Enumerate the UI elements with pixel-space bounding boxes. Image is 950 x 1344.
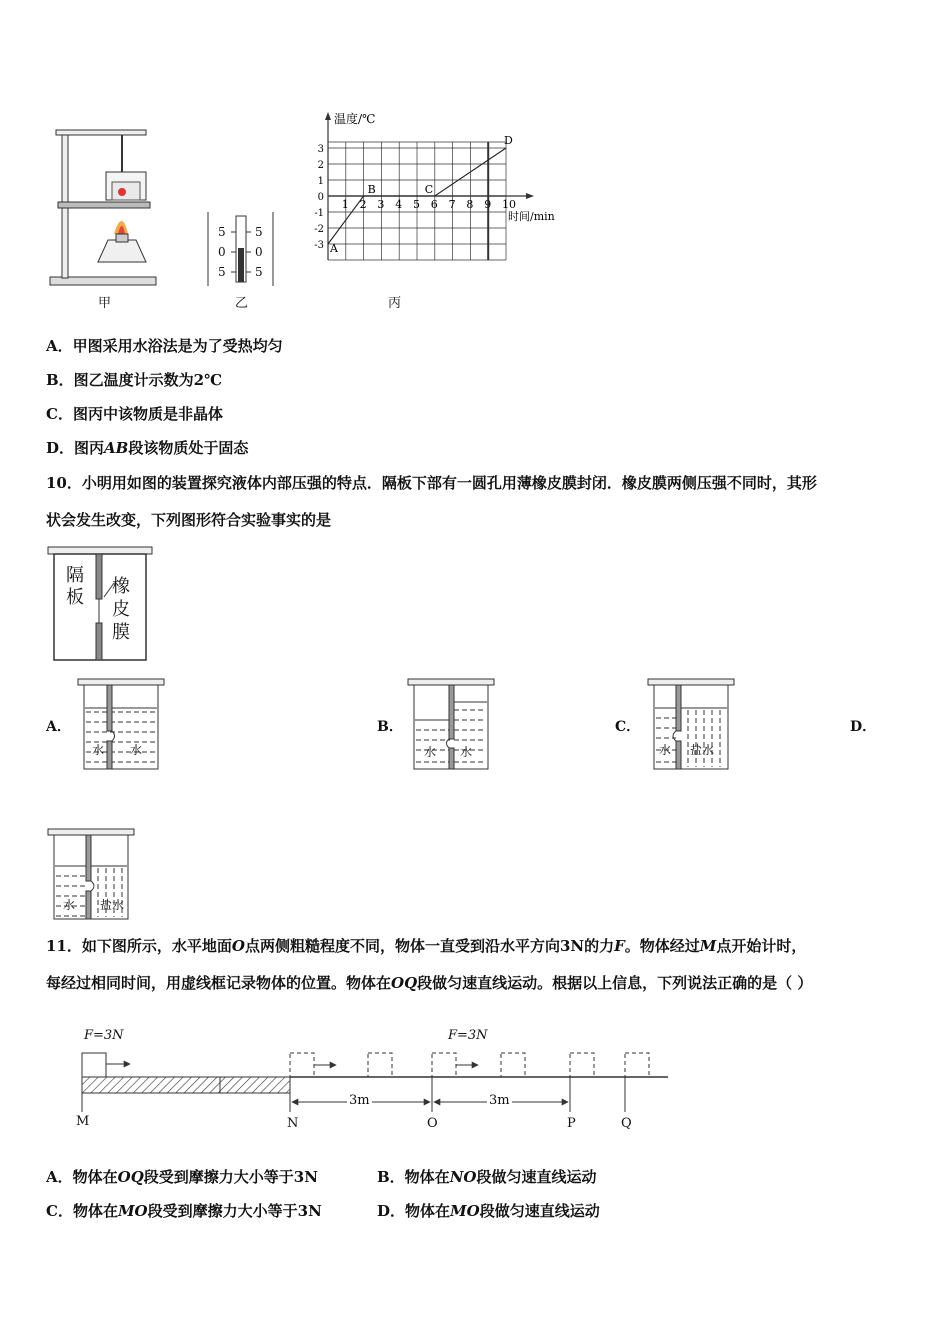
point-label: B	[367, 183, 376, 196]
y-tick-label: 3	[317, 144, 324, 155]
q11-option-a-post: 段受到摩擦力大小等于3N	[143, 1168, 318, 1186]
q9-option-d	[46, 437, 248, 458]
y-tick-label: 0	[317, 192, 324, 203]
q11-line2-oq: OQ	[391, 974, 418, 992]
q11-line1-b: 点两侧粗糙程度不同，物体一直受到沿水平方向3N的力	[244, 937, 615, 955]
q11-option-d-post: 段做匀速直线运动	[479, 1202, 600, 1220]
y-tick-label: -1	[314, 208, 324, 219]
device-label-left-1: 隔	[66, 565, 84, 586]
q11-line2-b: 段做匀速直线运动。根据以上信息，下列说法正确的是（ ）	[417, 974, 813, 992]
y-tick-label: 1	[317, 176, 324, 187]
q11-line1-o: O	[231, 937, 245, 955]
q10-text-line2: 状会发生改变，下列图形符合实验事实的是	[46, 511, 332, 529]
y-tick-label: -3	[314, 240, 324, 251]
q11-text-line1	[46, 935, 806, 956]
q9-option-a: A．甲图采用水浴法是为了受热均匀	[46, 337, 283, 355]
device-label-right-3: 膜	[112, 622, 130, 643]
x-tick-label: 8	[466, 198, 474, 211]
q11-option-d-pre: D．物体在	[377, 1202, 451, 1220]
q11-line1-m: M	[699, 937, 717, 955]
beaker-b-water-right: 水	[460, 745, 473, 759]
x-tick-label: 2	[359, 198, 367, 211]
q11-option-c-pre: C．物体在	[46, 1202, 118, 1220]
pressure-device	[46, 545, 156, 663]
q9-option-d-pre: D．图丙	[46, 439, 105, 457]
point-p: P	[567, 1116, 576, 1131]
temperature-graph	[310, 110, 580, 270]
beaker-a	[76, 678, 166, 773]
thermo-right-tick: 5	[255, 265, 263, 279]
thermo-right-tick: 0	[255, 245, 263, 259]
x-tick-label: 1	[341, 198, 349, 211]
x-tick-label: 4	[395, 198, 403, 211]
point-label: D	[504, 134, 513, 147]
device-label-right	[112, 575, 132, 644]
motion-diagram	[70, 1020, 680, 1145]
q10-text-line1: 10．小明用如图的装置探究液体内部压强的特点．隔板下部有一圆孔用薄橡皮膜封闭．橡皮膜两侧压强不同时，其形	[46, 474, 817, 492]
distance-label-op: 3m	[489, 1093, 510, 1108]
q11-option-c-seg: MO	[117, 1202, 148, 1220]
point-label: C	[424, 183, 434, 196]
force-label-2: F=3N	[448, 1028, 488, 1043]
q10-option-c-label: C．	[615, 719, 641, 735]
device-label-left	[66, 565, 86, 609]
beaker-d-salt-water: 盐水	[100, 898, 125, 912]
q11-option-a-seg: OQ	[117, 1168, 144, 1186]
distance-label-no: 3m	[349, 1093, 370, 1108]
force-label-1: F=3N	[84, 1028, 124, 1043]
q10-option-a-label: A．	[46, 719, 71, 735]
q11-line1-d: 点开始计时，	[716, 937, 807, 955]
device-label-right-2: 皮	[112, 599, 130, 620]
device-label-left-2: 板	[66, 587, 84, 608]
q9-option-b: B．图乙温度计示数为2℃	[46, 371, 223, 389]
thermo-left-tick: 0	[218, 245, 226, 259]
beaker-c	[646, 678, 736, 773]
device-label-right-1: 橡	[112, 576, 130, 597]
beaker-a-water-right: 水	[130, 743, 143, 757]
x-tick-label: 9	[484, 198, 492, 211]
beaker-d-water: 水	[63, 898, 76, 912]
q11-option-b	[377, 1166, 596, 1187]
q9-option-c: C．图丙中该物质是非晶体	[46, 405, 223, 423]
q11-line2-a: 每经过相同时间，用虚线框记录物体的位置。物体在	[46, 974, 392, 992]
x-tick-label: 5	[413, 198, 420, 211]
q11-option-d-seg: MO	[450, 1202, 480, 1220]
q11-option-c-post: 段受到摩擦力大小等于3N	[147, 1202, 322, 1220]
q11-option-b-seg: NO	[449, 1168, 477, 1186]
caption-yi: 乙	[235, 296, 249, 311]
y-tick-label: 2	[317, 160, 324, 171]
thermometer-figure	[205, 210, 277, 290]
beaker-b	[406, 678, 496, 773]
x-axis-arrow	[526, 193, 534, 199]
q11-line1-a: 11．如下图所示，水平地面	[46, 937, 232, 955]
point-n: N	[287, 1116, 299, 1131]
q9-option-d-segment: AB	[104, 439, 129, 457]
y-axis-arrow	[325, 112, 331, 120]
beaker-b-water-left: 水	[424, 745, 437, 759]
q10-option-b-label: B．	[377, 719, 403, 735]
q9-option-d-post: 段该物质处于固态	[128, 439, 249, 457]
beaker-a-water-left: 水	[92, 743, 105, 757]
apparatus-figure	[48, 122, 160, 290]
point-q: Q	[621, 1116, 632, 1131]
x-tick-label: 6	[430, 198, 438, 211]
q11-text-line2	[46, 972, 812, 993]
caption-jia: 甲	[98, 296, 112, 311]
beaker-c-water: 水	[659, 743, 672, 757]
q10-option-d-label: D．	[850, 719, 877, 735]
caption-bing: 丙	[388, 296, 402, 311]
point-m: M	[76, 1114, 90, 1129]
q11-option-a-pre: A．物体在	[46, 1168, 118, 1186]
y-tick-label: -2	[314, 224, 324, 235]
x-tick-label: 7	[448, 198, 456, 211]
thermo-left-tick: 5	[218, 265, 226, 279]
x-axis-label: 时间/min	[508, 210, 555, 223]
q11-option-d	[377, 1200, 600, 1221]
y-axis-label: 温度/℃	[334, 112, 376, 126]
q11-option-a	[46, 1166, 318, 1187]
q11-line1-f: F	[614, 937, 625, 955]
x-tick-label: 10	[502, 198, 516, 211]
point-label: A	[330, 242, 338, 255]
q11-option-b-pre: B．物体在	[377, 1168, 450, 1186]
q11-option-b-post: 段做匀速直线运动	[476, 1168, 597, 1186]
q11-line1-c: 。物体经过	[624, 937, 700, 955]
thermo-right-tick: 5	[255, 225, 263, 239]
beaker-c-salt-water: 盐水	[690, 743, 715, 757]
x-tick-label: 3	[377, 198, 385, 211]
thermo-left-tick: 5	[218, 225, 226, 239]
q11-option-c	[46, 1200, 322, 1221]
point-o: O	[427, 1116, 438, 1131]
